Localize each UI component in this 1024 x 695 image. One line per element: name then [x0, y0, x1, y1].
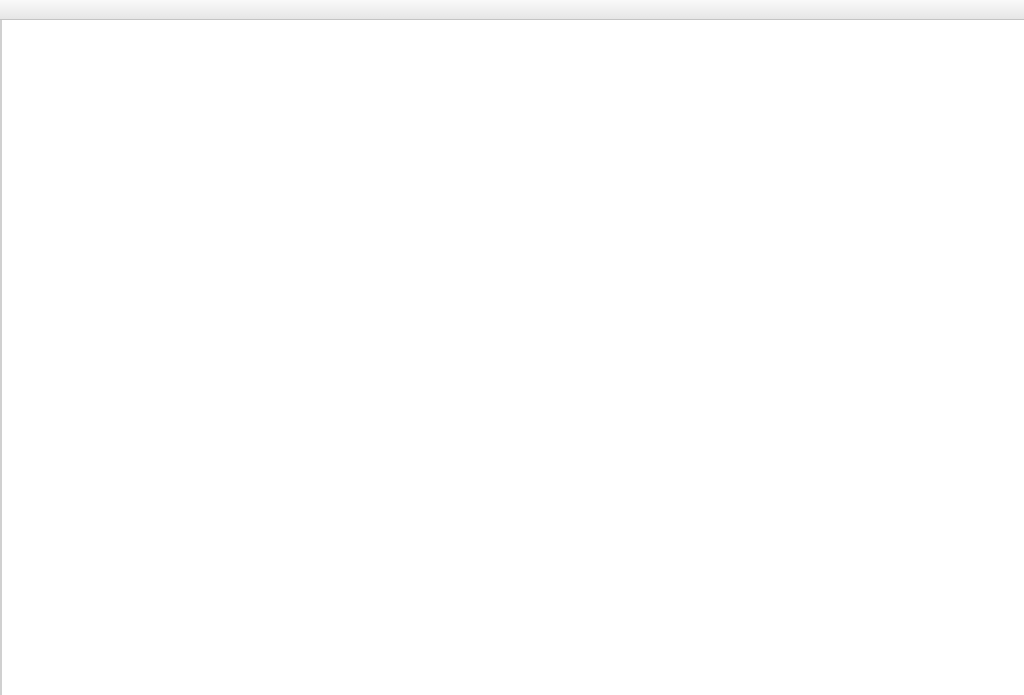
window-left-border: [0, 20, 2, 695]
window-titlebar: [0, 0, 1024, 20]
